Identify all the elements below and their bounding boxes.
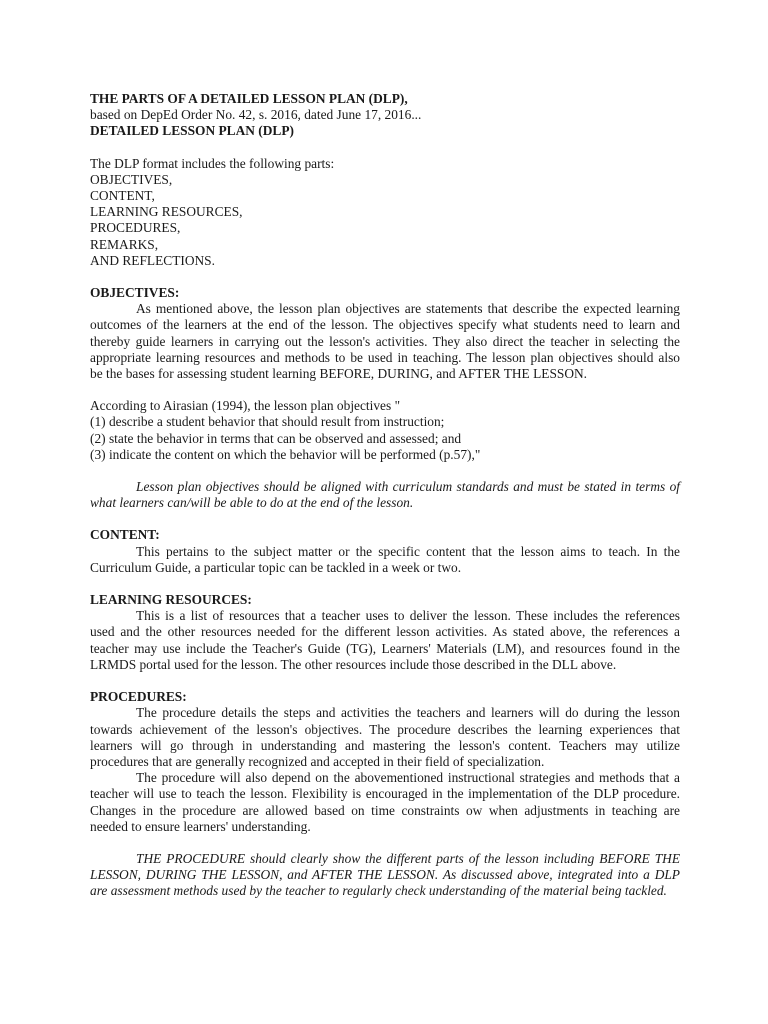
- paragraph-line: teacher will use to teach the lesson. Flexibility is encouraged in the implementation of the DLP procedure.: [90, 786, 680, 802]
- list-item: (2) state the behavior in terms that can be observed and assessed; and: [90, 430, 462, 446]
- format-intro: The DLP format includes the following parts:: [90, 155, 335, 171]
- note-line: LESSON, DURING THE LESSON, and AFTER THE LESSON. As discussed above, integrated into a DLP: [90, 867, 680, 883]
- list-item: (1) describe a student behavior that should result from instruction;: [90, 414, 445, 430]
- airasian-intro: According to Airasian (1994), the lesson plan objectives ": [90, 398, 401, 414]
- paragraph-line: towards achievement of the lesson's objectives. The procedure describes the learning experiences that: [90, 721, 680, 737]
- section-objectives: [90, 285, 680, 511]
- list-item: OBJECTIVES,: [90, 171, 173, 187]
- paragraph-line: procedures that are generally recognized and accepted in their field of specialization.: [90, 753, 545, 769]
- paragraph-line: Changes in the procedure are allowed based on time constraints ow when adjustments in teaching are: [90, 802, 680, 818]
- note-line: what learners can/will be able to do at the end of the lesson.: [90, 495, 414, 511]
- spacer: [90, 140, 680, 156]
- paragraph-line: This pertains to the subject matter or the specific content that the lesson aims to teach. In the: [136, 543, 680, 559]
- spacer: [90, 576, 680, 592]
- paragraph-line: The procedure will also depend on the abovementioned instructional strategies and methods that a: [136, 770, 680, 786]
- document-subtitle: based on DepEd Order No. 42, s. 2016, dated June 17, 2016...: [90, 107, 422, 123]
- paragraph-line: This is a list of resources that a teacher uses to deliver the lesson. These includes the references: [136, 608, 680, 624]
- section-procedures: [90, 689, 680, 899]
- list-item: AND REFLECTIONS.: [90, 252, 215, 268]
- spacer: [90, 382, 680, 398]
- section-heading: OBJECTIVES:: [90, 285, 180, 301]
- spacer: [90, 269, 680, 285]
- list-item: (3) indicate the content on which the behavior will be performed (p.57),": [90, 446, 481, 462]
- spacer: [90, 463, 680, 479]
- section-learning-resources: [90, 592, 680, 673]
- parts-list: [90, 172, 680, 269]
- paragraph-line: As mentioned above, the lesson plan objectives are statements that describe the expected learning: [136, 301, 680, 317]
- paragraph-line: appropriate learning resources and methods to be used in teaching. The lesson plan objectives should also: [90, 349, 680, 365]
- list-item: CONTENT,: [90, 188, 155, 204]
- paragraph-line: LRMDS portal used for the lesson. The other resources include those described in the DLL above.: [90, 656, 617, 672]
- section-content: [90, 527, 680, 576]
- section-heading: CONTENT:: [90, 527, 160, 543]
- note-line: Lesson plan objectives should be aligned with curriculum standards and must be stated in terms of: [136, 479, 680, 495]
- list-item: REMARKS,: [90, 236, 159, 252]
- section-heading: LEARNING RESOURCES:: [90, 592, 252, 608]
- paragraph-line: used and the other resources needed for the different lesson activities. As stated above, the references a: [90, 624, 680, 640]
- spacer: [90, 835, 680, 851]
- list-item: PROCEDURES,: [90, 220, 181, 236]
- paragraph-line: learners will go through in understanding and mastering the lesson's content. Teachers may utilize: [90, 737, 680, 753]
- paragraph-line: outcomes of the learners at the end of the lesson. The objectives specify what students need to learn and: [90, 317, 680, 333]
- note-line: are assessment methods used by the teacher to regularly check understanding of the material being tackled.: [90, 883, 667, 899]
- paragraph-line: be the bases for assessing student learning BEFORE, DURING, and AFTER THE LESSON.: [90, 366, 588, 382]
- list-item: LEARNING RESOURCES,: [90, 204, 243, 220]
- document-page: [90, 91, 680, 900]
- document-heading: DETAILED LESSON PLAN (DLP): [90, 123, 294, 139]
- document-title: THE PARTS OF A DETAILED LESSON PLAN (DLP),: [90, 91, 408, 106]
- paragraph-line: The procedure details the steps and activities the teachers and learners will do during the lesson: [136, 705, 680, 721]
- spacer: [90, 673, 680, 689]
- note-line: THE PROCEDURE should clearly show the different parts of the lesson including BEFORE THE: [136, 850, 680, 866]
- paragraph-line: needed to ensure learners' understanding.: [90, 818, 311, 834]
- paragraph-line: thereby guide learners in carrying out the lesson's activities. They also direct the teacher in selecting the: [90, 333, 680, 349]
- paragraph-line: teacher may use include the Teacher's Guide (TG), Learners' Materials (LM), and resources found in the: [90, 640, 680, 656]
- spacer: [90, 511, 680, 527]
- section-heading: PROCEDURES:: [90, 689, 187, 705]
- paragraph-line: Curriculum Guide, a particular topic can be tackled in a week or two.: [90, 559, 462, 575]
